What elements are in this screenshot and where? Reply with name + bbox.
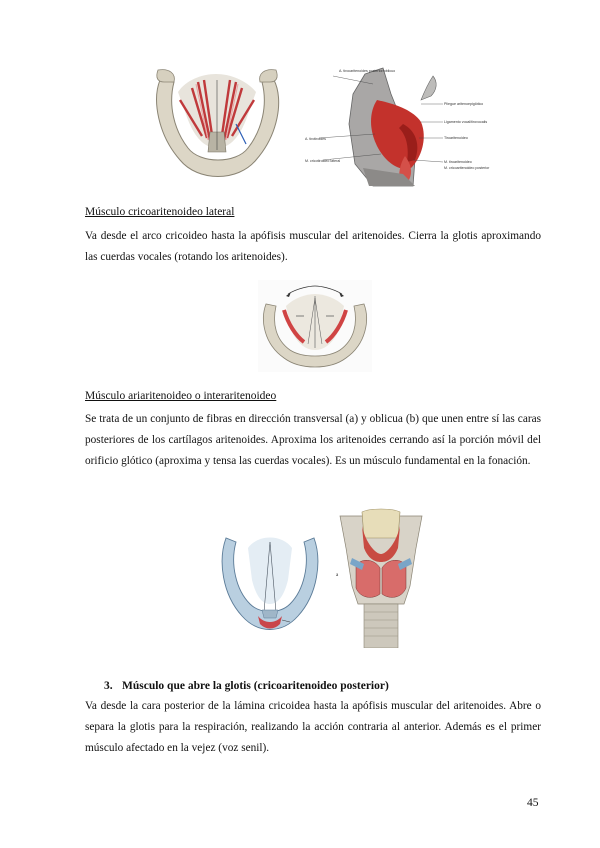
section-3-body: Va desde la cara posterior de la lámina cricoidea hasta la apófisis muscular del aritenoides. Abre o separa la glotis para la respiración, realizando la acción contraria al anterior. Además es el primer músculo afectado en la vejez (voz senil).: [85, 700, 541, 754]
larynx-superior-view-figure: [150, 60, 285, 188]
figure-label: Pliegue aritenoepiglótico: [444, 102, 484, 106]
figure-label: M. cricoaritenoideo posterior: [444, 166, 490, 170]
section-lateral-body: Va desde el arco cricoideo hasta la apófisis muscular del aritenoides. Cierra la glotis aproximando las cuerdas vocales (rotando los aritenoides).: [85, 230, 541, 263]
figure-label: M. cricotiroideo lateral: [305, 159, 341, 163]
interarytenoid-superior-figure: [218, 520, 322, 644]
figure-label: M. tiroaritenoideo: [444, 160, 472, 164]
figure-label: A. tirocaritenoides posterior/oblicuo: [339, 69, 396, 73]
section-3-number: 3.: [104, 680, 113, 692]
section-3-title: Músculo que abre la glotis (cricoaritenoideo posterior): [122, 680, 389, 692]
figure-label: Tiroaritenoideo: [444, 136, 468, 140]
section-inter-body: Se trata de un conjunto de fibras en dirección transversal (a) y oblicua (b) que unen entre sí las caras posteriores de los cartílagos aritenoides. Aproxima los aritenoides cerrando así la porción móvil del orificio glótico (aproxima y tensa las cuerdas vocales). Es un músculo fundamental en la fonación.: [85, 413, 541, 467]
figure-label-a: a: [336, 573, 339, 578]
section-3-heading: [104, 680, 389, 692]
figure-label: Ligamento vocal/tirovocalis: [444, 120, 488, 124]
page-number: 45: [527, 797, 539, 809]
cricoarytenoid-lateral-figure: [258, 280, 372, 372]
figure-label: A. tirotiroides: [305, 137, 326, 141]
section-lateral-title: Músculo cricoaritenoideo lateral: [85, 206, 235, 218]
larynx-lateral-dissection-figure: [303, 64, 493, 190]
larynx-posterior-view-figure: [334, 508, 428, 648]
section-inter-title: Músculo ariaritenoideo o interaritenoideo: [85, 390, 277, 402]
